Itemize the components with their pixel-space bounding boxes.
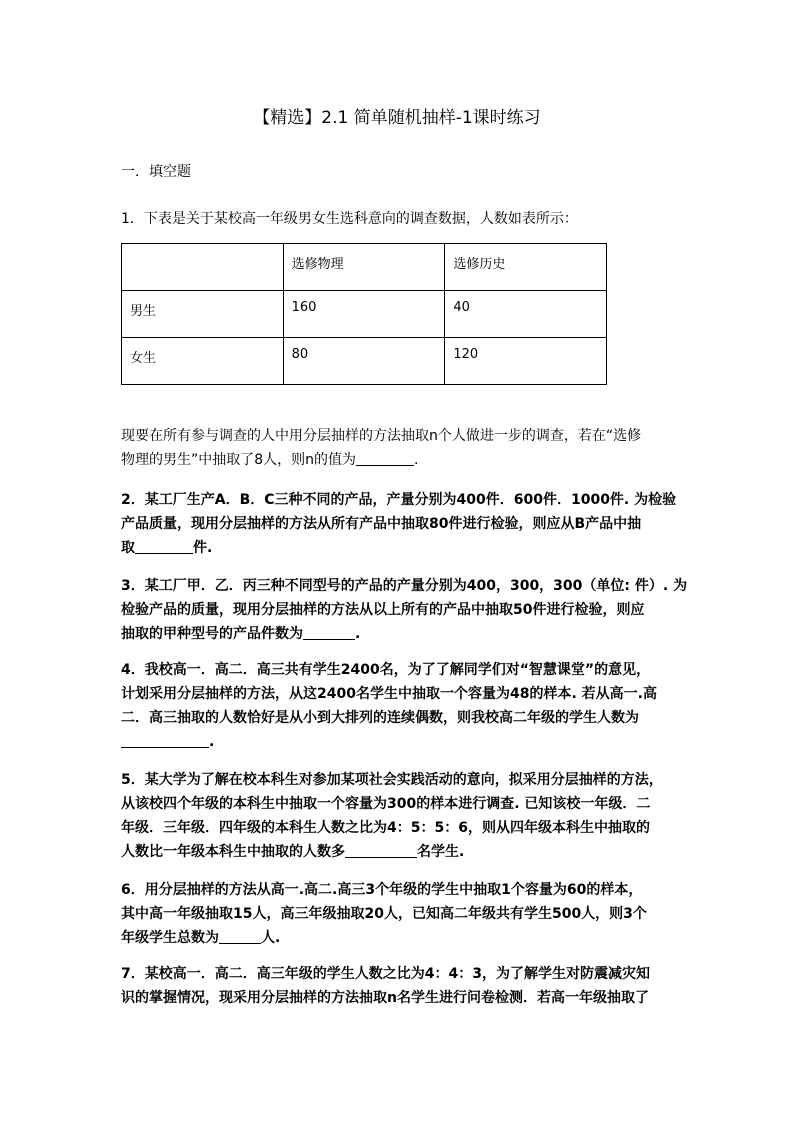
question-text: 5．某大学为了解在校本科生对参加某项社会实践活动的意向，拟采用分层抽样的方法，: [121, 772, 663, 788]
table-row: [122, 291, 607, 338]
question-text: [121, 926, 691, 950]
table-cell: 120: [445, 338, 607, 385]
text-span: .: [414, 452, 419, 468]
table-header-cell: [122, 244, 284, 291]
answer-blank[interactable]: [345, 841, 417, 858]
table-cell: 80: [283, 338, 445, 385]
question-text: [121, 536, 691, 560]
question-text: 2．某工厂生产A．B．C三种不同的产品，产量分别为400件．600件．1000件. 为检验: [121, 492, 677, 508]
question-text: 其中高一年级抽取15人，高三年级抽取20人，已知高二年级共有学生500人，则3个: [121, 906, 647, 922]
question-text: 识的掌握情况，现采用分层抽样的方法抽取n名学生进行问卷检测．若高一年级抽取了: [121, 990, 649, 1006]
answer-blank[interactable]: [303, 623, 355, 640]
text-span: 抽取的甲种型号的产品件数为: [121, 626, 303, 642]
text-span: 物理的男生”中抽取了8人，则n的值为: [121, 452, 357, 468]
question-text: [121, 622, 691, 646]
answer-blank[interactable]: [356, 449, 414, 466]
question-text: 现要在所有参与调查的人中用分层抽样的方法抽取n个人做进一步的调查，若在“选修: [121, 428, 642, 444]
table-cell: 160: [283, 291, 445, 338]
answer-blank[interactable]: [121, 731, 209, 748]
question-4: [121, 658, 691, 754]
question-text: 检验产品的质量，现用分层抽样的方法从以上所有的产品中抽取50件进行检验，则应: [121, 602, 645, 618]
text-span: .: [209, 734, 215, 750]
question-text: 3．某工厂甲．乙．丙三种不同型号的产品的产量分别为400，300，300（单位: 件）. 为: [121, 578, 688, 594]
section-heading: 一．填空题: [121, 164, 191, 180]
question-3: [121, 574, 691, 646]
question-text: 二．高三抽取的人数恰好是从小到大排列的连续偶数，则我校高二年级的学生人数为: [121, 710, 639, 726]
text-span: 人数比一年级本科生中抽取的人数多: [121, 844, 345, 860]
table-header-cell: 选修历史: [445, 244, 607, 291]
text-span: 年级学生总数为: [121, 930, 219, 946]
text-span: 取: [121, 540, 135, 556]
question-5: [121, 768, 691, 864]
question-1-intro: [121, 207, 691, 231]
question-text: 年级．三年级．四年级的本科生人数之比为4：5：5：6，则从四年级本科生中抽取的: [121, 820, 650, 836]
question-text: [121, 840, 691, 864]
table-cell: 40: [445, 291, 607, 338]
question-7: [121, 962, 691, 1010]
question-2: [121, 488, 691, 560]
table-cell: 男生: [122, 291, 284, 338]
question-text: [121, 730, 691, 754]
answer-blank[interactable]: [219, 927, 261, 944]
text-span: 人.: [261, 930, 281, 946]
question-text: 产品质量，现用分层抽样的方法从所有产品中抽取80件进行检验，则应从B产品中抽: [121, 516, 642, 532]
table-row: [122, 338, 607, 385]
survey-table: [121, 243, 607, 385]
question-6: [121, 878, 691, 950]
question-1-body: [121, 424, 691, 472]
text-span: 件.: [193, 540, 213, 556]
answer-blank[interactable]: [135, 537, 193, 554]
question-text: 1．下表是关于某校高一年级男女生选科意向的调查数据，人数如表所示：: [121, 211, 578, 227]
table-header-cell: 选修物理: [283, 244, 445, 291]
table-header-row: [122, 244, 607, 291]
text-span: 名学生.: [417, 844, 465, 860]
question-text: 7．某校高一．高二．高三年级的学生人数之比为4：4：3，为了解学生对防震减灾知: [121, 966, 650, 982]
table-cell: 女生: [122, 338, 284, 385]
question-text: 从该校四个年级的本科生中抽取一个容量为300的样本进行调查. 已知该校一年级．二: [121, 796, 651, 812]
question-text: 6．用分层抽样的方法从高一.高二.高三3个年级的学生中抽取1个容量为60的样本，: [121, 882, 643, 898]
text-span: .: [355, 626, 361, 642]
question-text: [121, 448, 691, 472]
question-text: 4．我校高一．高二．高三共有学生2400名，为了了解同学们对“智慧课堂”的意见，: [121, 662, 651, 678]
page-title: 【精选】2.1 简单随机抽样-1课时练习: [253, 108, 541, 128]
question-text: 计划采用分层抽样的方法，从这2400名学生中抽取一个容量为48的样本. 若从高一.高: [121, 686, 657, 702]
